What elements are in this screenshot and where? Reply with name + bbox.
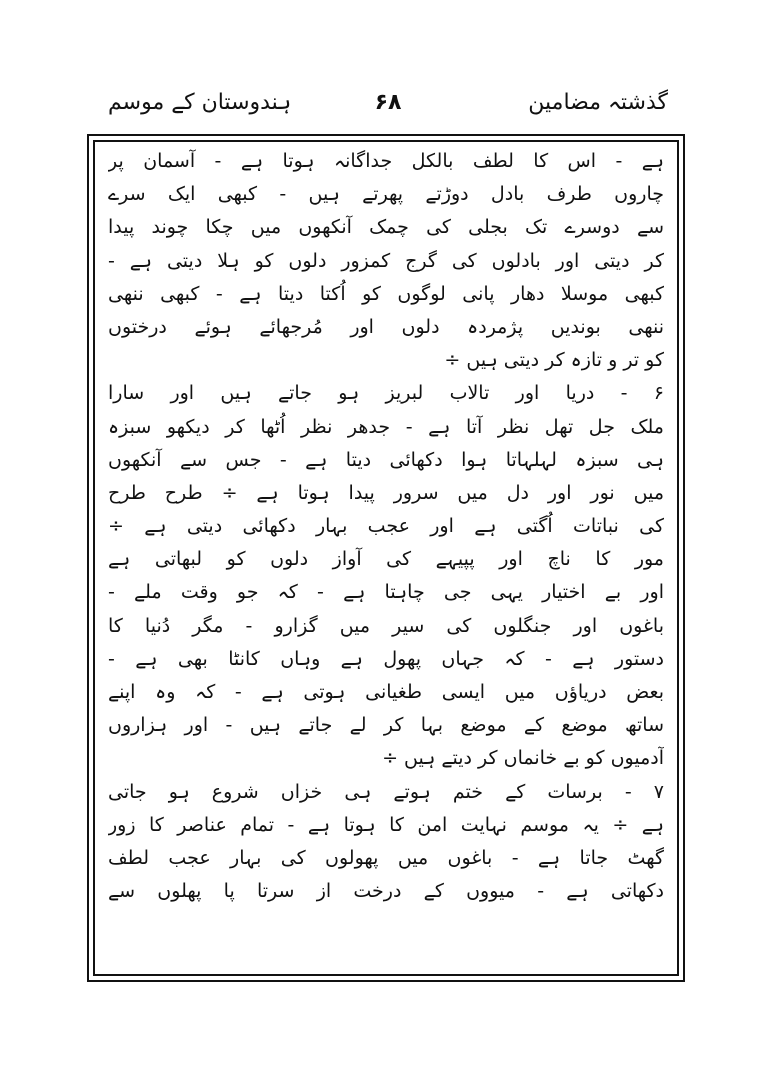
text-line: ساتھ موضع کے موضع بہا کر لے جاتے ہیں - اور ہزاروں: [108, 714, 664, 737]
text-line: کو تر و تازہ کر دیتی ہیں ÷: [444, 349, 664, 372]
text-line: گھٹ جاتا ہے - باغوں میں پھولوں کی بہار عجب لطف: [108, 846, 664, 869]
text-line: ہی سبزہ لہلہاتا ہوا دکھائی دیتا ہے - جس سے آنکھوں: [108, 448, 664, 471]
text-line: دکھاتی ہے - میووں کے درخت از سرتا پا پھلوں سے: [108, 880, 664, 903]
text-line: ۷ - برسات کے ختم ہوتے ہی خزاں شروع ہو جاتی: [108, 780, 664, 803]
text-line: کبھی موسلا دھار پانی لوگوں کو اُکتا دیتا ہے - کبھی ننھی: [108, 282, 664, 305]
header-book-title: گذشتہ مضامین: [528, 90, 668, 115]
text-line: ملک جل تھل نظر آتا ہے - جدھر نظر اُٹھا کر دیکھو سبزہ: [108, 415, 664, 438]
text-line: اور بے اختیار یہی جی چاہتا ہے - کہ جو وقت ملے -: [108, 581, 664, 604]
text-line: سے دوسرے تک بجلی کی چمک آنکھوں میں چکا چوند پیدا: [108, 216, 664, 239]
text-line: ننھی بوندیں پژمردہ دلوں اور مُرجھائے ہوئے درختوں: [108, 315, 664, 338]
text-line: مور کا ناچ اور پپیہے کی آواز دلوں کو لبھاتی ہے: [108, 548, 664, 571]
text-line: ہے - اس کا لطف بالکل جداگانہ ہوتا ہے - آسمان پر: [108, 150, 664, 172]
text-line: میں نور اور دل میں سرور پیدا ہوتا ہے ÷ طرح طرح: [108, 481, 664, 504]
text-line: ۶ - دریا اور تالاب لبریز ہو جاتے ہیں اور سارا: [108, 382, 664, 405]
page-header: [108, 86, 668, 126]
text-line: چاروں طرف بادل دوڑتے پھرتے ہیں - کبھی ایک سرے: [108, 183, 664, 206]
text-line: کی نباتات اُگتی ہے اور عجب بہار دکھائی دیتی ہے ÷: [108, 515, 664, 538]
text-line: کر دیتی اور بادلوں کی گرج کمزور دلوں کو ہلا دیتی ہے -: [108, 249, 664, 272]
body-text: [108, 145, 664, 908]
page-number: ۶۸: [374, 90, 402, 115]
text-line: آدمیوں کو بے خانماں کر دیتے ہیں ÷: [382, 747, 664, 770]
header-chapter-title: ہندوستان کے موسم: [108, 90, 292, 115]
text-line: باغوں اور جنگلوں کی سیر میں گزارو - مگر دُنیا کا: [108, 614, 664, 637]
text-line: بعض دریاؤں میں ایسی طغیانی ہوتی ہے - کہ وہ اپنے: [108, 681, 664, 703]
text-line: ہے ÷ یہ موسم نہایت امن کا ہوتا ہے - تمام عناصر کا زور: [108, 813, 664, 836]
text-line: دستور ہے - کہ جہاں پھول ہے وہاں کانٹا بھی ہے -: [108, 647, 664, 670]
